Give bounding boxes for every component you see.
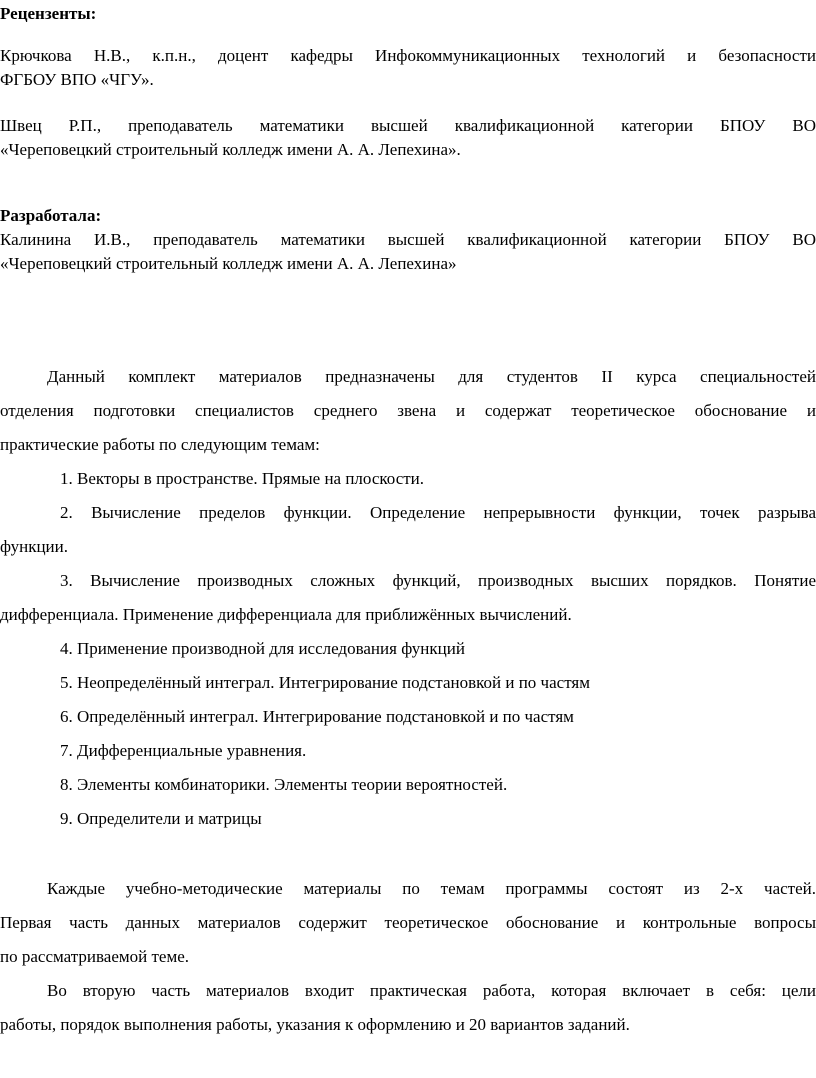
topic-item-9: 9. Определители и матрицы (60, 809, 262, 828)
reviewer-2-line-2: «Череповецкий строительный колледж имени А. А. Лепехина». (0, 140, 461, 159)
topic-item-5: 5. Неопределённый интеграл. Интегрирование подстановкой и по частям (60, 673, 590, 692)
reviewer-1-line-2: ФГБОУ ВПО «ЧГУ». (0, 70, 154, 89)
developer-heading: Разработала: (0, 206, 102, 225)
topic-item-7: 7. Дифференциальные уравнения. (60, 741, 307, 760)
reviewer-2-line-1: Швец Р.П., преподаватель математики высшей квалификационной категории БПОУ ВО (0, 116, 816, 135)
topic-item-2-line-2: функции. (0, 537, 68, 556)
intro-line-3: практические работы по следующим темам: (0, 435, 320, 454)
structure-para-1-line-2: Первая часть данных материалов содержит теоретическое обоснование и контрольные вопросы (0, 913, 816, 932)
developer-line-1: Калинина И.В., преподаватель математики высшей квалификационной категории БПОУ ВО (0, 230, 816, 249)
topic-item-4: 4. Применение производной для исследования функций (60, 639, 465, 658)
topic-item-6: 6. Определённый интеграл. Интегрирование подстановкой и по частям (60, 707, 574, 726)
reviewer-1-line-1: Крючкова Н.В., к.п.н., доцент кафедры Инфокоммуникационных технологий и безопасности (0, 46, 816, 65)
intro-line-2: отделения подготовки специалистов среднего звена и содержат теоретическое обоснование и (0, 401, 816, 420)
structure-para-2-line-2: работы, порядок выполнения работы, указания к оформлению и 20 вариантов заданий. (0, 1015, 630, 1034)
topic-item-3-line-1: 3. Вычисление производных сложных функций, производных высших порядков. Понятие (60, 571, 816, 590)
developer-line-2: «Череповецкий строительный колледж имени А. А. Лепехина» (0, 254, 457, 273)
structure-para-2-line-1: Во вторую часть материалов входит практическая работа, которая включает в себя: цели (47, 981, 816, 1000)
structure-para-1-line-3: по рассматриваемой теме. (0, 947, 189, 966)
topic-item-1: 1. Векторы в пространстве. Прямые на плоскости. (60, 469, 425, 488)
structure-para-1-line-1: Каждые учебно-методические материалы по темам программы состоят из 2-х частей. (47, 879, 816, 898)
topic-item-2-line-1: 2. Вычисление пределов функции. Определение непрерывности функции, точек разрыва (60, 503, 816, 522)
topic-item-3-line-2: дифференциала. Применение дифференциала для приближённых вычислений. (0, 605, 572, 624)
topic-item-8: 8. Элементы комбинаторики. Элементы теории вероятностей. (60, 775, 508, 794)
intro-line-1: Данный комплект материалов предназначены для студентов II курса специальностей (47, 367, 816, 386)
reviewers-heading: Рецензенты: (0, 4, 97, 23)
